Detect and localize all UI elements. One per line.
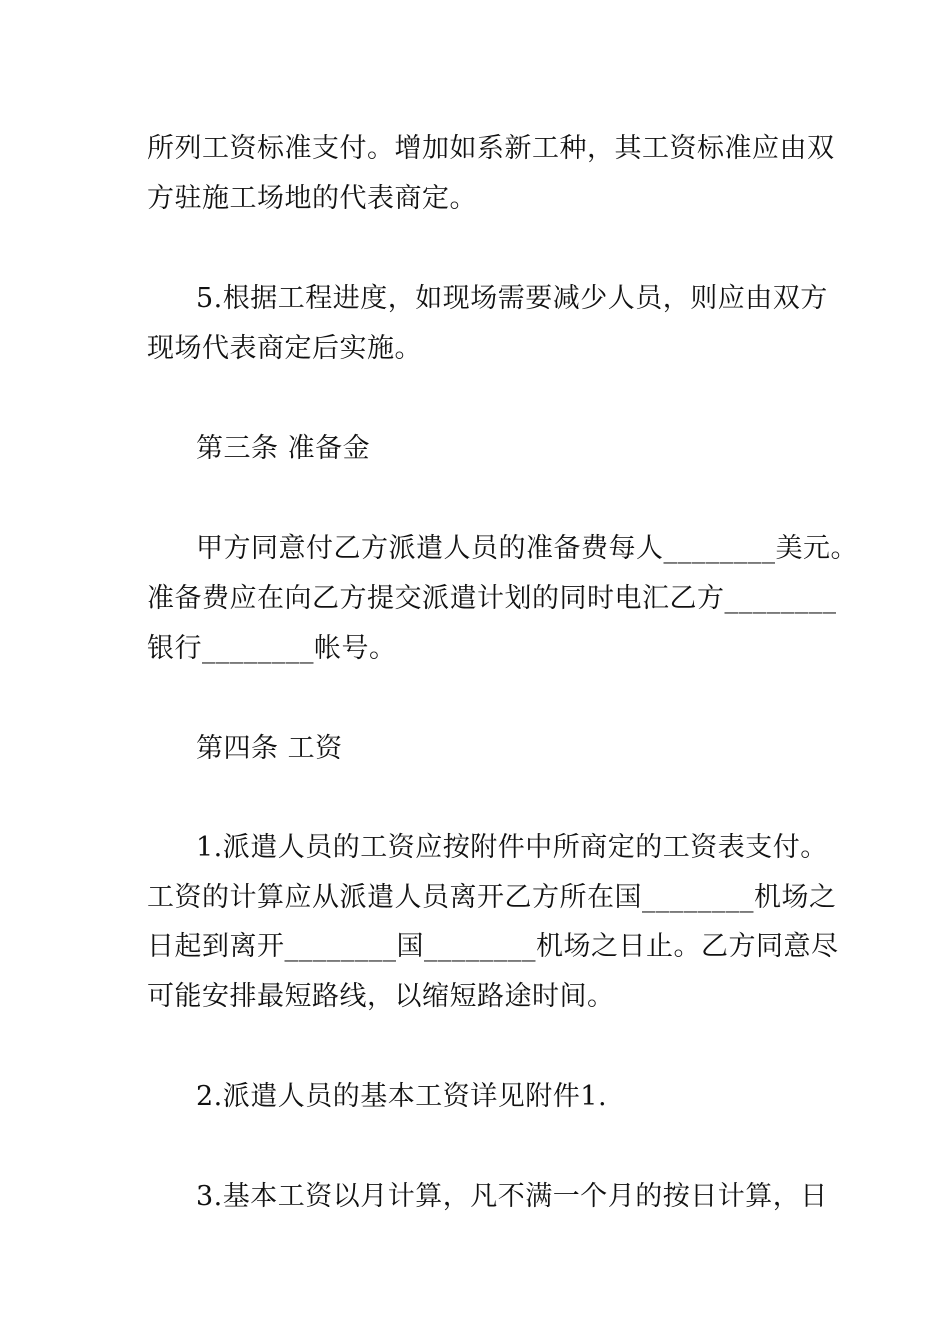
section-heading-article-3: 第三条 准备金 (196, 433, 371, 464)
clause-item-1: 1.派遣人员的工资应按附件中所商定的工资表支付。 (196, 832, 828, 863)
paragraph-line: 现场代表商定后实施。 (147, 333, 422, 364)
paragraph-line: 甲方同意付乙方派遣人员的准备费每人________美元。 (196, 533, 858, 564)
paragraph-line: 银行________帐号。 (147, 633, 397, 664)
clause-item-3: 3.基本工资以月计算，凡不满一个月的按日计算，日 (196, 1181, 828, 1212)
paragraph-line: 日起到离开________国________机场之日止。乙方同意尽 (147, 931, 839, 962)
paragraph-line: 所列工资标准支付。增加如系新工种，其工资标准应由双 (147, 133, 835, 164)
clause-item-2: 2.派遣人员的基本工资详见附件1. (196, 1081, 608, 1112)
paragraph-line: 方驻施工场地的代表商定。 (147, 183, 477, 214)
paragraph-line: 工资的计算应从派遣人员离开乙方所在国________机场之 (147, 882, 837, 913)
clause-item-5: 5.根据工程进度，如现场需要减少人员，则应由双方 (196, 283, 828, 314)
section-heading-article-4: 第四条 工资 (196, 733, 343, 764)
paragraph-line: 可能安排最短路线，以缩短路途时间。 (147, 981, 615, 1012)
paragraph-line: 准备费应在向乙方提交派遣计划的同时电汇乙方________ (147, 583, 837, 614)
